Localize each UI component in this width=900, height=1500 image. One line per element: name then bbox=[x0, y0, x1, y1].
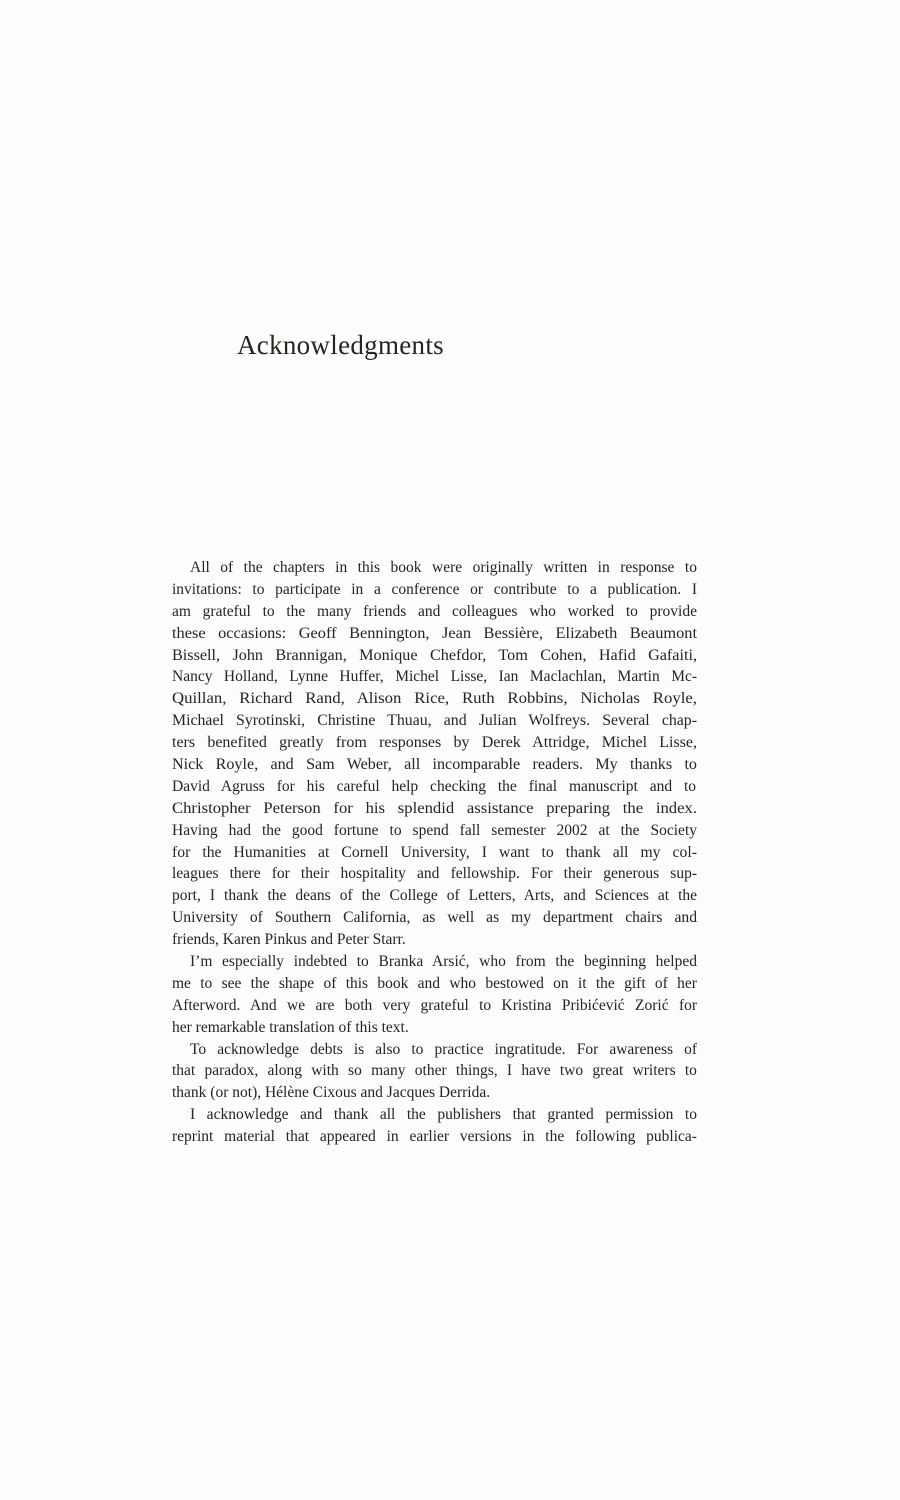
text-line-content: leagues there for their hospitality and fellowship. For their generous sup- bbox=[172, 865, 697, 883]
text-line bbox=[172, 645, 720, 667]
text-line bbox=[190, 1104, 697, 1126]
text-line-content: Afterword. And we are both very grateful to Kristina Pribićević Zorić for bbox=[172, 996, 698, 1014]
text-line bbox=[190, 557, 697, 579]
text-line bbox=[172, 798, 736, 820]
text-line-content: I acknowledge and thank all the publishers that granted permission to bbox=[190, 1106, 697, 1124]
text-line-content: these occasions: Geoff Bennington, Jean Bessière, Elizabeth Beaumont bbox=[172, 624, 698, 642]
text-line-content: Nancy Holland, Lynne Huffer, Michel Lisse, Ian Maclachlan, Martin Mc- bbox=[172, 668, 698, 686]
text-line bbox=[190, 1039, 697, 1061]
text-line bbox=[172, 754, 717, 776]
text-line-content: thank (or not), Hélène Cixous and Jacques Derrida. bbox=[172, 1084, 491, 1102]
text-line bbox=[172, 579, 697, 601]
text-line bbox=[172, 1082, 697, 1104]
text-line bbox=[172, 710, 708, 732]
page-title: Acknowledgments bbox=[237, 330, 444, 360]
text-line bbox=[172, 776, 697, 798]
text-line bbox=[172, 732, 714, 754]
text-line-content: invitations: to participate in a conference or contribute to a publication. I bbox=[172, 580, 698, 598]
paragraph bbox=[172, 1039, 697, 1105]
text-line-content: port, I thank the deans of the College of Letters, Arts, and Sciences at the bbox=[172, 887, 698, 905]
text-line bbox=[172, 929, 697, 951]
text-line bbox=[172, 842, 704, 864]
text-line-content: that paradox, along with so many other things, I have two great writers to bbox=[172, 1062, 697, 1080]
text-line-content: Bissell, John Brannigan, Monique Chefdor, Tom Cohen, Hafid Gafaiti, bbox=[172, 646, 698, 664]
text-line bbox=[172, 1017, 697, 1039]
text-line bbox=[172, 1060, 697, 1082]
paragraph bbox=[172, 951, 697, 1039]
paragraph bbox=[172, 1104, 697, 1148]
text-line bbox=[172, 995, 697, 1017]
text-line bbox=[172, 688, 740, 710]
body-text bbox=[172, 557, 697, 1148]
text-line bbox=[172, 1126, 697, 1148]
paragraph bbox=[172, 557, 697, 951]
text-line-content: ters benefited greatly from responses by Derek Attridge, Michel Lisse, bbox=[172, 734, 698, 752]
text-line bbox=[172, 623, 726, 645]
text-line bbox=[172, 885, 697, 907]
text-line-content: David Agruss for his careful help checking the final manuscript and to bbox=[172, 777, 697, 795]
text-line bbox=[172, 820, 697, 842]
text-line-content: friends, Karen Pinkus and Peter Starr. bbox=[172, 931, 406, 949]
text-line-content: reprint material that appeared in earlier versions in the following publica- bbox=[172, 1128, 697, 1146]
text-line-content: am grateful to the many friends and colleagues who worked to provide bbox=[172, 602, 697, 620]
text-line-content: All of the chapters in this book were originally written in response to bbox=[190, 559, 697, 576]
text-line bbox=[172, 863, 697, 885]
text-line bbox=[172, 973, 697, 995]
text-line-content: me to see the shape of this book and who bestowed on it the gift of her bbox=[172, 974, 697, 992]
text-line bbox=[190, 951, 697, 973]
text-line-content: I’m especially indebted to Branka Arsić, who from the beginning helped bbox=[190, 953, 697, 971]
text-line-content: University of Southern California, as well as my department chairs and bbox=[172, 909, 698, 927]
text-line bbox=[172, 666, 697, 688]
text-line-content: Having had the good fortune to spend fall semester 2002 at the Society bbox=[172, 821, 697, 839]
text-line-content: Quillan, Richard Rand, Alison Rice, Ruth Robbins, Nicholas Royle, bbox=[172, 690, 698, 708]
text-line-content: Michael Syrotinski, Christine Thuau, and Julian Wolfreys. Several chap- bbox=[172, 712, 698, 730]
text-line-content: Christopher Peterson for his splendid assistance preparing the index. bbox=[172, 799, 698, 817]
text-line-content: her remarkable translation of this text. bbox=[172, 1018, 409, 1036]
text-line-content: for the Humanities at Cornell University, I want to thank all my col- bbox=[172, 843, 697, 861]
text-line bbox=[172, 907, 701, 929]
text-line-content: Nick Royle, and Sam Weber, all incomparable readers. My thanks to bbox=[172, 756, 697, 774]
text-line bbox=[172, 601, 697, 623]
text-line-content: To acknowledge debts is also to practice ingratitude. For awareness of bbox=[190, 1040, 698, 1058]
